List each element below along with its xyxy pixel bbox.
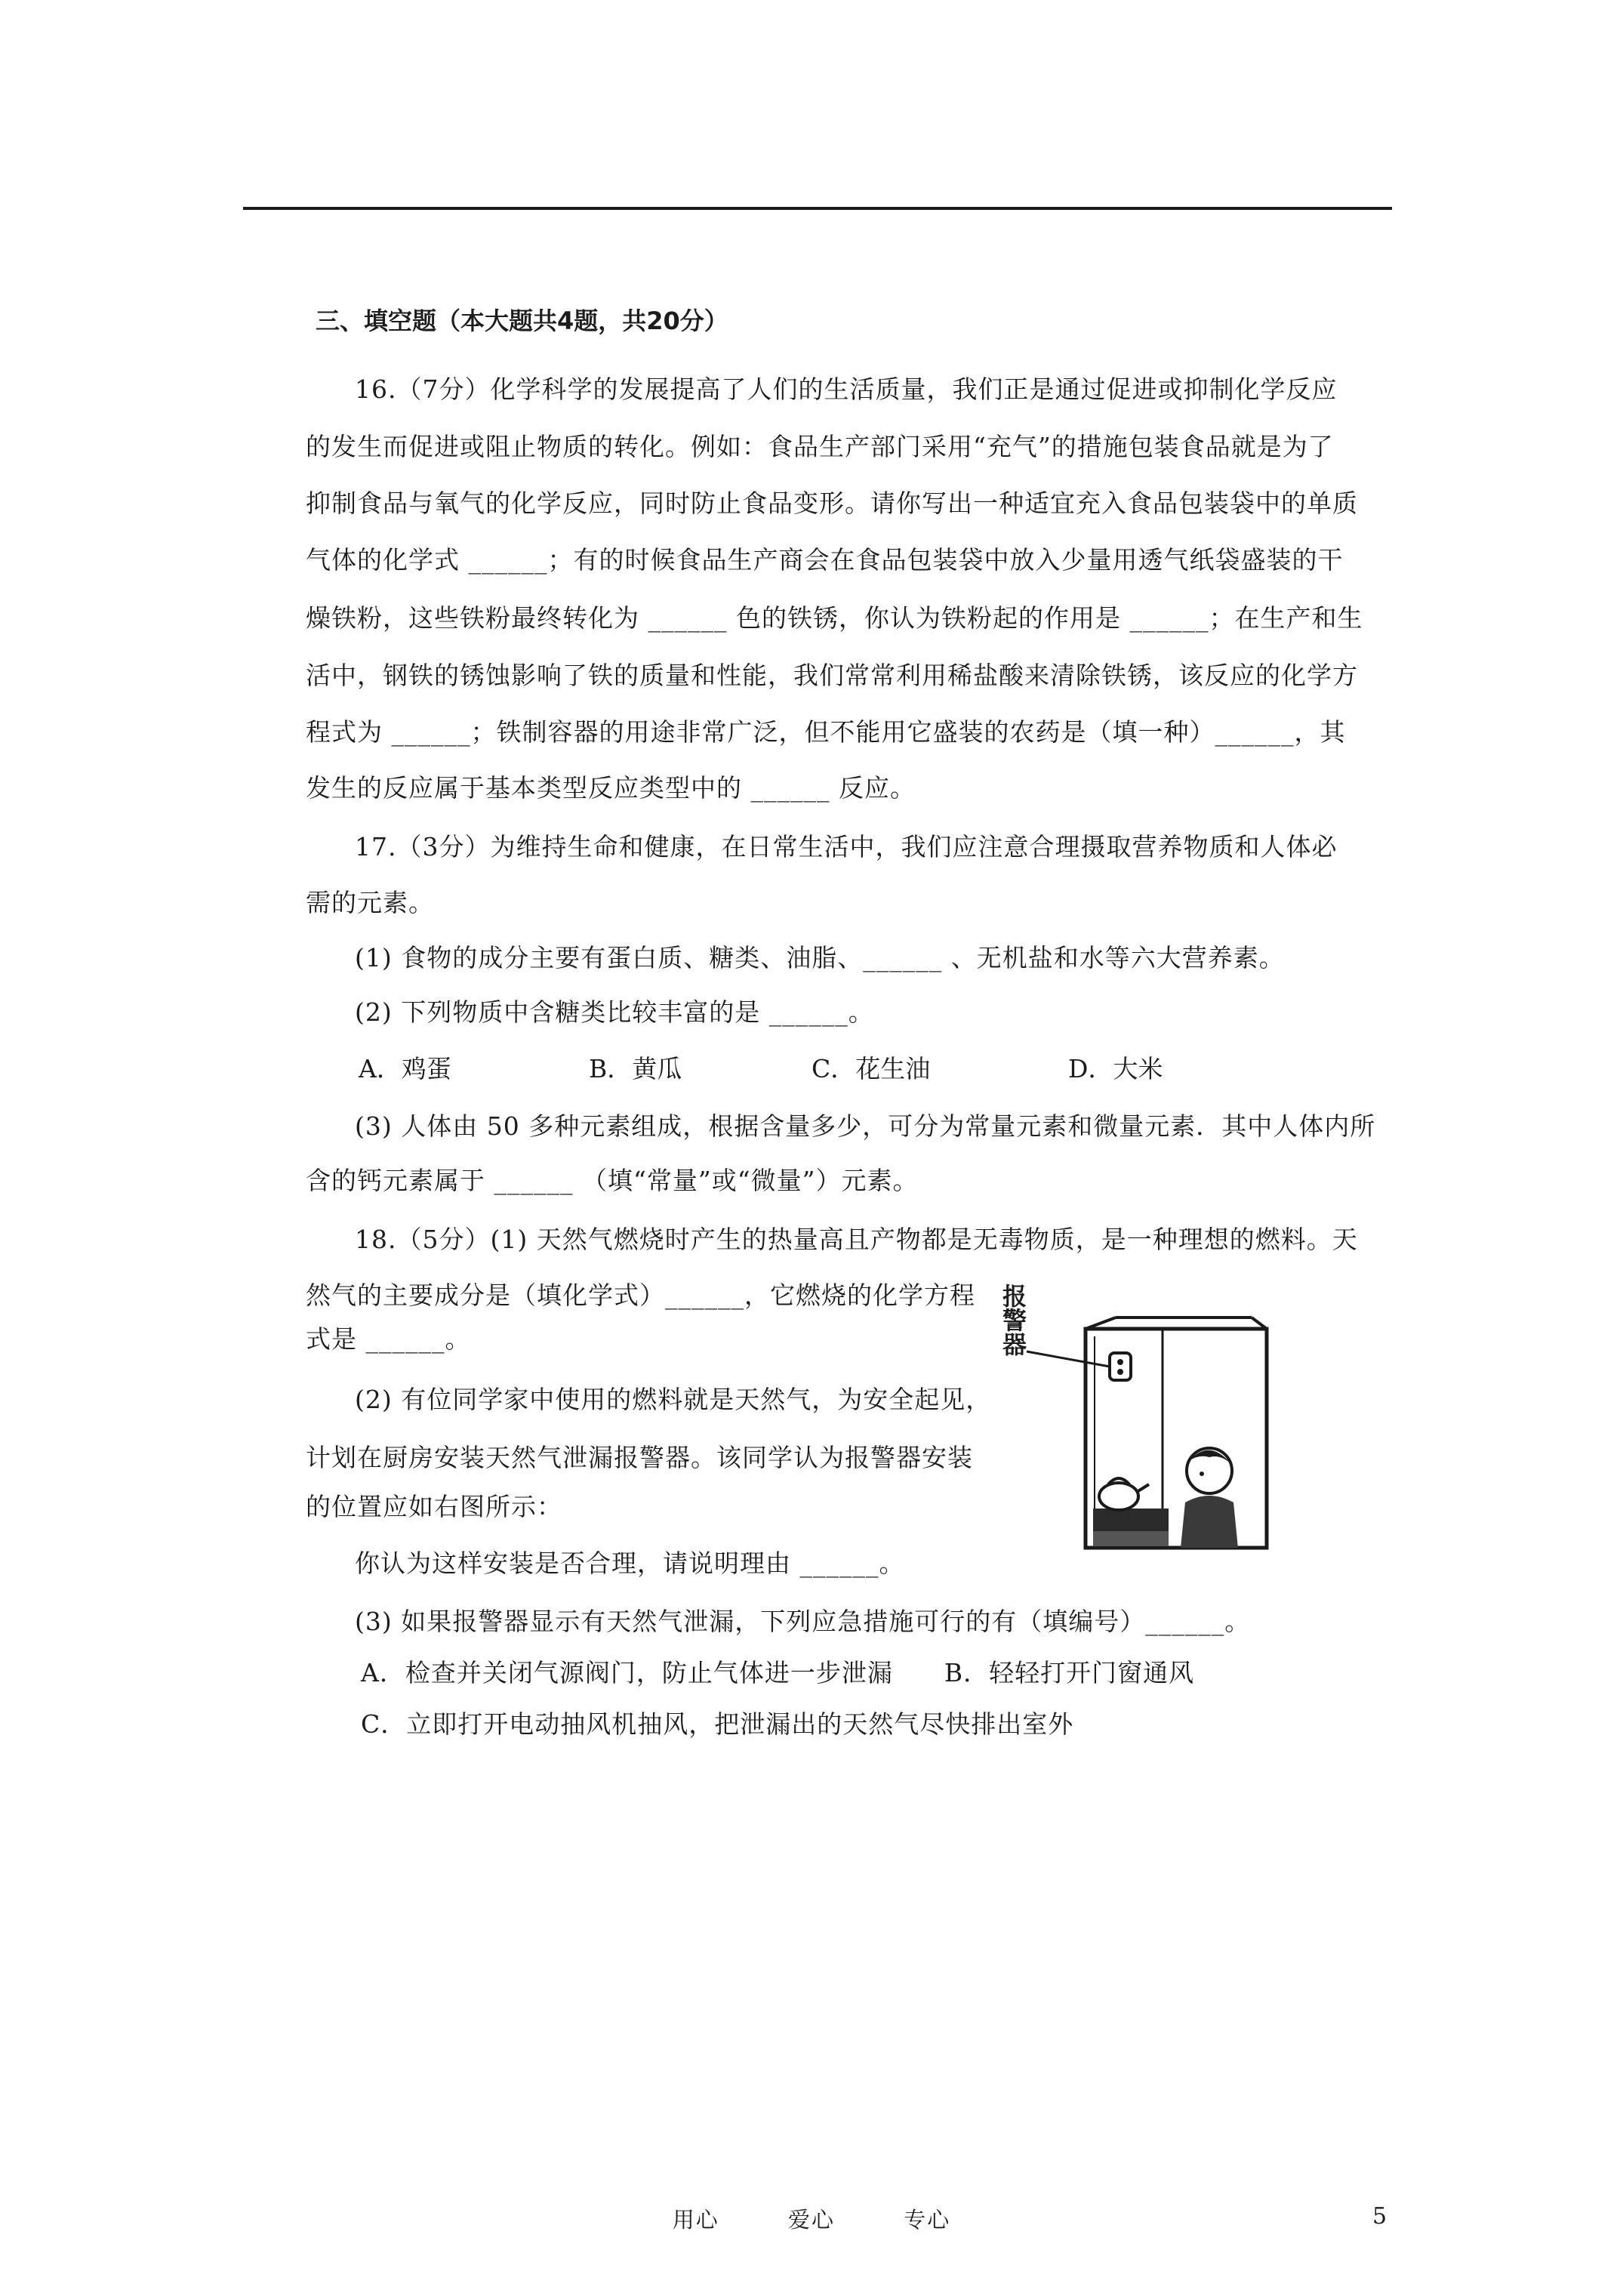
q18-choice-c: C．立即打开电动抽风机抽风，把泄漏出的天然气尽快排出室外 (361, 1709, 1074, 1739)
q16-line: 程式为 ______；铁制容器的用途非常广泛，但不能用它盛装的农药是（填一种）______，其 (306, 717, 1346, 747)
kitchen-drawing (996, 1284, 1283, 1555)
q17-line: 17.（3分）为维持生命和健康，在日常生活中，我们应注意合理摄取营养物质和人体必 (355, 832, 1338, 861)
q18-choice-ab: A．检查并关闭气源阀门，防止气体进一步泄漏 B．轻轻打开门窗通风 (361, 1658, 1195, 1687)
q18-part2-line: 的位置应如右图所示： (306, 1492, 562, 1521)
q16-line: 抑制食品与氧气的化学反应，同时防止食品变形。请你写出一种适宜充入食品包装袋中的单质 (306, 488, 1358, 518)
alarm-figure (996, 1284, 1283, 1555)
q18-part3: (3) 如果报警器显示有天然气泄漏，下列应急措施可行的有（填编号）______。 (355, 1607, 1251, 1636)
q18-part2-line: 计划在厨房安装天然气泄漏报警器。该同学认为报警器安装 (306, 1443, 973, 1472)
q18-part2-line: (2) 有位同学家中使用的燃料就是天然气，为安全起见， (355, 1385, 992, 1414)
q18-part2-question: 你认为这样安装是否合理，请说明理由 ______。 (355, 1549, 905, 1578)
q16-line: 气体的化学式 ______；有的时候食品生产商会在食品包装袋中放入少量用透气纸袋盛装的干 (306, 545, 1344, 575)
footer-item: 爱心 (787, 2207, 835, 2233)
page-number: 5 (1372, 2203, 1387, 2230)
header-rule (243, 207, 1392, 210)
q18-line2: 然气的主要成分是（填化学式）______，它燃烧的化学方程 (306, 1281, 975, 1310)
q17-choice-b: B．黄瓜 (589, 1054, 682, 1083)
q16-line: 的发生而促进或阻止物质的转化。例如：食品生产部门采用“充气”的措施包装食品就是为了 (306, 432, 1334, 461)
q16-line: 燥铁粉，这些铁粉最终转化为 ______ 色的铁锈，你认为铁粉起的作用是 ______；在生产和生 (306, 603, 1363, 633)
q16-line: 16.（7分）化学科学的发展提高了人们的生活质量，我们正是通过促进或抑制化学反应 (355, 374, 1338, 404)
q17-part2: (2) 下列物质中含糖类比较丰富的是 ______。 (355, 997, 874, 1027)
q16-line: 活中，钢铁的锈蚀影响了铁的质量和性能，我们常常利用稀盐酸来清除铁锈，该反应的化学方 (306, 661, 1358, 690)
q17-choice-a: A．鸡蛋 (359, 1054, 451, 1083)
footer-item: 用心 (672, 2207, 719, 2233)
q17-line: 需的元素。 (306, 888, 434, 917)
q17-choice-d: D．大米 (1068, 1054, 1163, 1083)
q17-part1: (1) 食物的成分主要有蛋白质、糖类、油脂、______ 、无机盐和水等六大营养素。 (355, 943, 1285, 972)
q17-part3-line: 含的钙元素属于 ______ （填“常量”或“微量”）元素。 (306, 1166, 919, 1195)
alarm-label: 报警器 (999, 1284, 1027, 1356)
q17-choice-c: C．花生油 (812, 1054, 931, 1083)
footer-item: 专心 (904, 2207, 951, 2233)
q17-part3-line: (3) 人体由 50 多种元素组成，根据含量多少，可分为常量元素和微量元素．其中人体内所 (355, 1111, 1376, 1141)
q18-line3: 式是 ______。 (306, 1324, 471, 1354)
q18-line1: 18.（5分）(1) 天然气燃烧时产生的热量高且产物都是无毒物质，是一种理想的燃料。天 (355, 1225, 1358, 1254)
q16-line: 发生的反应属于基本类型反应类型中的 ______ 反应。 (306, 773, 916, 803)
section-heading: 三、填空题（本大题共4题，共20分） (316, 307, 728, 335)
